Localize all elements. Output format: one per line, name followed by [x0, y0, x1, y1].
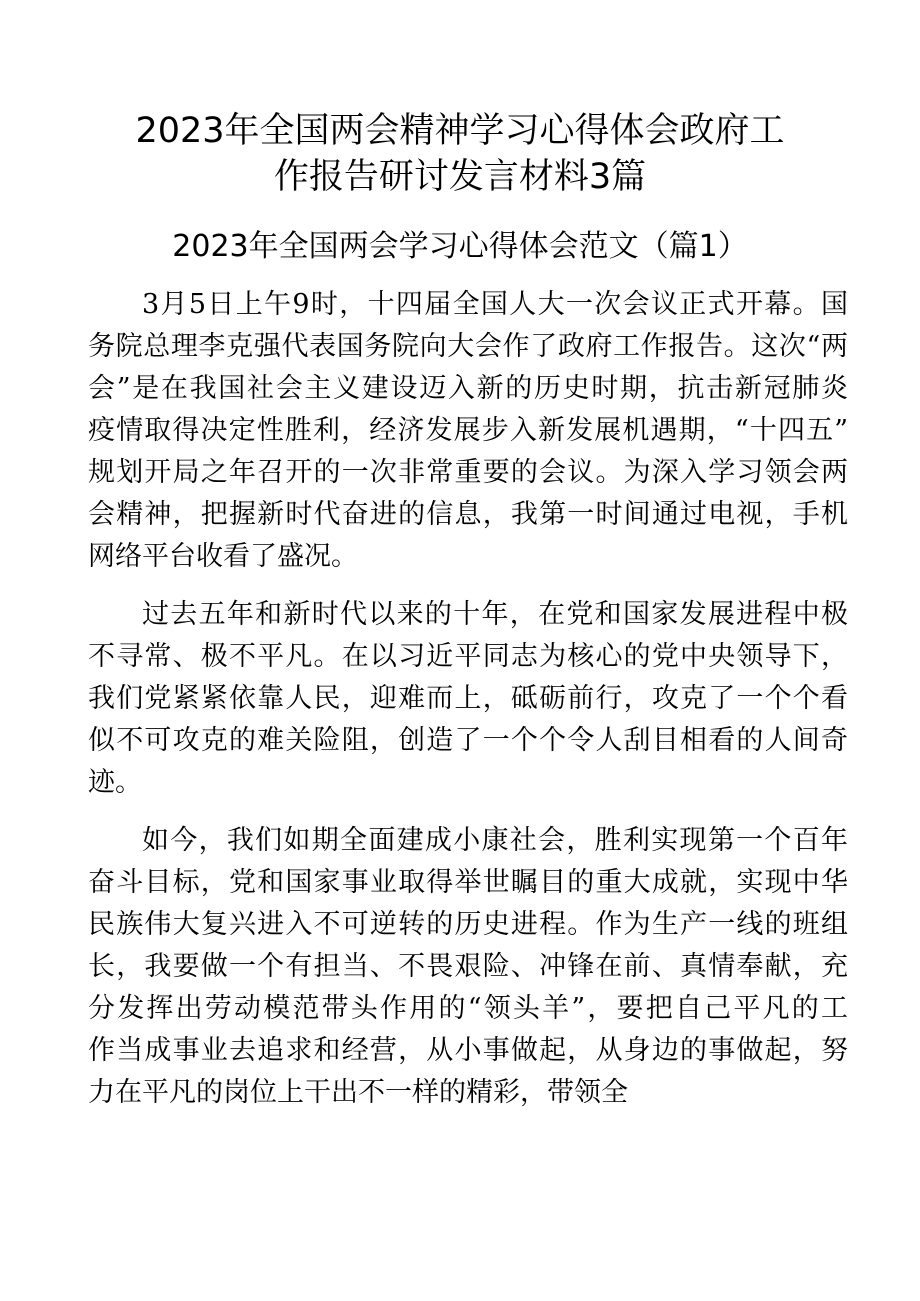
paragraph-3: [88, 820, 848, 1114]
document-title: [60, 108, 860, 200]
text-line: 会”是在我国社会主义建设迈入新的历史时期，抗击新冠肺炎: [88, 373, 848, 404]
text-line: 如今，我们如期全面建成小康社会，胜利实现第一个百年: [142, 825, 848, 856]
text-line: 会精神，把握新时代奋进的信息，我第一时间通过电视，手机: [88, 499, 848, 530]
text-line: 疫情取得决定性胜利，经济发展步入新发展机遇期，“十四五”: [88, 415, 848, 446]
section-subtitle: 2023年全国两会学习心得体会范文（篇1）: [172, 229, 748, 264]
text-line: 作当成事业去追求和经营，从小事做起，从身边的事做起，努: [88, 1035, 848, 1066]
text-line: 民族伟大复兴进入不可逆转的历史进程。作为生产一线的班组: [88, 909, 848, 940]
text-line: 不寻常、极不平凡。在以习近平同志为核心的党中央领导下，: [88, 641, 848, 672]
text-line: 务院总理李克强代表国务院向大会作了政府工作报告。这次“两: [88, 331, 848, 362]
text-line: 我们党紧紧依靠人民，迎难而上，砥砺前行，攻克了一个个看: [88, 683, 848, 714]
text-line: 过去五年和新时代以来的十年，在党和国家发展进程中极: [142, 599, 848, 630]
text-line: 分发挥出劳动模范带头作用的“领头羊”，要把自己平凡的工: [88, 993, 848, 1024]
text-line: 迹。: [88, 767, 142, 798]
title-line-2: 作报告研讨发言材料3篇: [273, 157, 647, 197]
paragraph-2: [88, 594, 848, 804]
text-line: 规划开局之年召开的一次非常重要的会议。为深入学习领会两: [88, 457, 848, 488]
text-line: 似不可攻克的难关险阻，创造了一个个令人刮目相看的人间奇: [88, 725, 848, 756]
text-line: 力在平凡的岗位上干出不一样的精彩，带领全: [88, 1077, 628, 1108]
text-line: 长，我要做一个有担当、不畏艰险、冲锋在前、真情奉献，充: [88, 951, 848, 982]
text-line: 奋斗目标，党和国家事业取得举世瞩目的重大成就，实现中华: [88, 867, 848, 898]
text-line: 网络平台收看了盛况。: [88, 541, 358, 572]
title-line-1: 2023年全国两会精神学习心得体会政府工: [135, 111, 785, 151]
text-line: 3月5日上午9时，十四届全国人大一次会议正式开幕。国: [142, 289, 848, 320]
document-body: [88, 284, 848, 1130]
paragraph-1: [88, 284, 848, 578]
